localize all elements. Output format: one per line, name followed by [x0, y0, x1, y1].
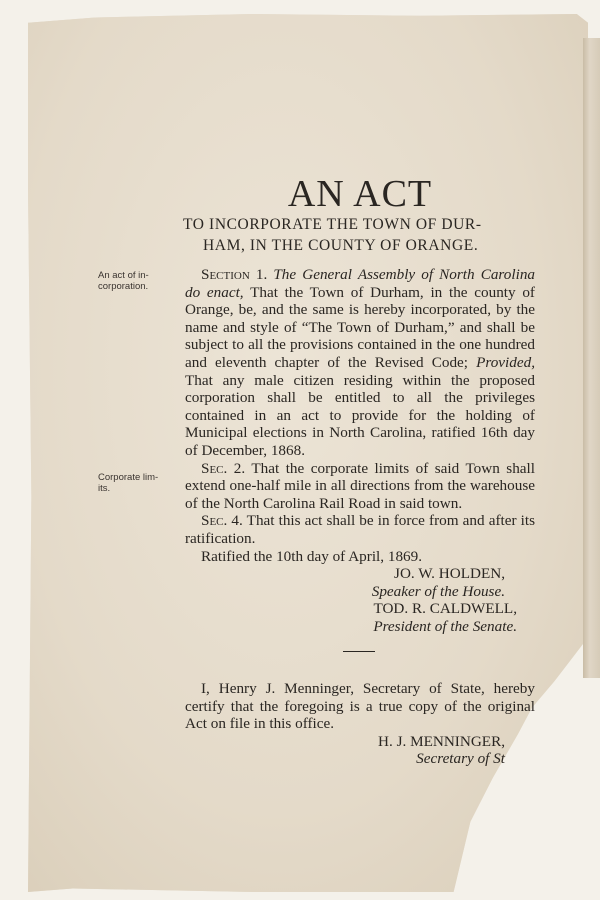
document-title: AN ACT: [287, 173, 433, 215]
paper-fold-edge: [583, 38, 600, 678]
signature-speaker-name: JO. W. HOLDEN,: [394, 565, 505, 583]
document-subtitle: [183, 214, 543, 256]
subtitle-line-1: TO INCORPORATE THE TOWN OF DUR-: [183, 216, 482, 233]
certification-text: I, Henry J. Menninger, Secretary of State, hereby certify that the foregoing is a true copy of the original Act on file in this office.: [185, 680, 535, 733]
section-2-text: That the corporate limits of said Town shall extend one-half mile in all directions from the warehouse of the North Carolina Rail Road in said town.: [185, 459, 535, 512]
enacting-clause: The General Assembly of North Carolina do enact,: [185, 266, 536, 301]
signature-speaker-role: Speaker of the House.: [371, 582, 505, 600]
section-1-lead: Section 1.: [201, 266, 268, 283]
ratification-date: Ratified the 10th day of April, 1869.: [201, 547, 423, 565]
signature-president-name: TOD. R. CALDWELL,: [373, 600, 517, 618]
section-2-lead: Sec. 2.: [201, 459, 246, 477]
section-4: [185, 512, 535, 547]
act-body: [185, 266, 535, 668]
section-1-text-a: That the Town of Durham, in the county of Orange, be, and the same is hereby incorporated, by the name and style of “The Town of Durham,” and shall be subject to all the provisions contained in the one hundred and eleventh chapter of the Revised Code;: [185, 283, 535, 371]
certification-signature-name: H. J. MENNINGER,: [378, 732, 505, 750]
signature-president-role: President of the Senate.: [373, 617, 517, 635]
certification-block: [185, 680, 535, 768]
section-1: [185, 266, 535, 460]
divider-rule: [343, 651, 375, 652]
section-1-text-b: That any male citizen residing within the proposed corporation shall be entitled to all the privileges contained in an act to provide for the holding of Municipal elections in North Carolina, ratified 16th day of December, 1868.: [185, 371, 535, 459]
subtitle-line-2: HAM, IN THE COUNTY OF ORANGE.: [203, 237, 479, 254]
margin-note-incorporation: An act of in- corporation.: [98, 270, 149, 292]
certification-signature-role: Secretary of St: [416, 750, 505, 768]
section-2: [185, 460, 535, 513]
margin-note-corporate-limits: Corporate lim- its.: [98, 472, 159, 494]
section-4-text: That this act shall be in force from and after its ratification.: [185, 512, 535, 547]
section-4-lead: Sec. 4.: [201, 512, 243, 530]
proviso-word: Provided,: [476, 353, 535, 371]
